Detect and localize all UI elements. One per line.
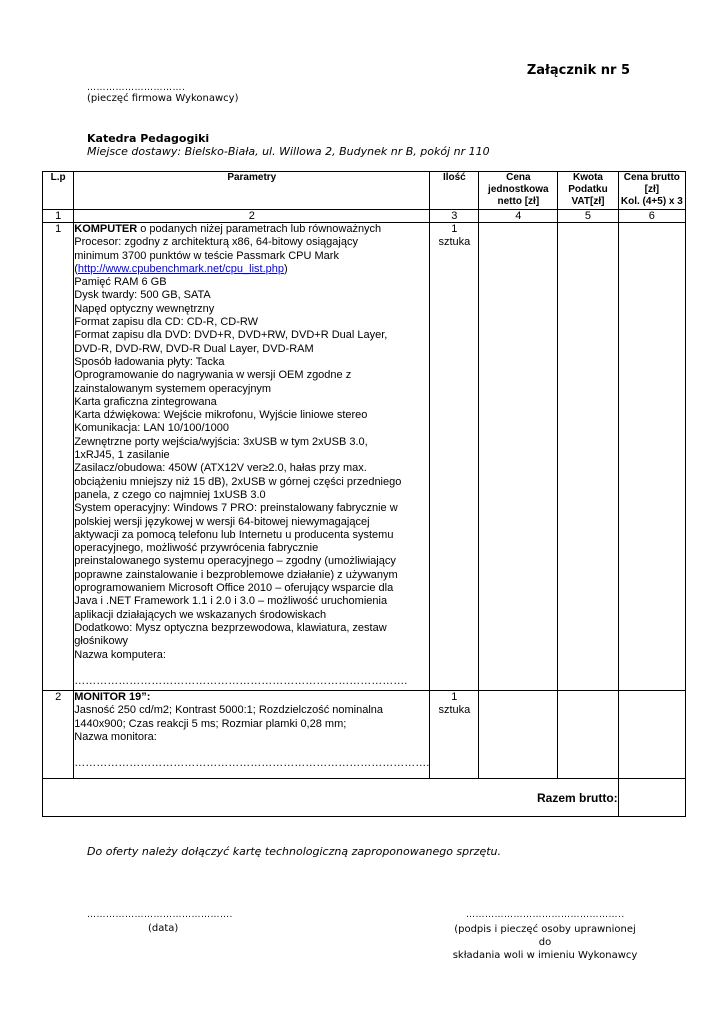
computer-parameters bbox=[74, 223, 430, 691]
header-unit-price bbox=[479, 172, 558, 210]
delivery-place: Miejsce dostawy: Bielsko-Biała, ul. Willowa 2, Budynek nr B, pokój nr 110 bbox=[87, 145, 490, 158]
spec-line: Napęd optyczny wewnętrzny bbox=[74, 302, 215, 315]
product-title-line bbox=[74, 691, 429, 704]
spec-line bbox=[74, 744, 429, 757]
spec-line: operacyjnego, możliwość przywrócenia fabrycznie bbox=[74, 542, 319, 555]
gross-price-cell[interactable] bbox=[618, 691, 685, 779]
row-quantity bbox=[430, 691, 479, 779]
total-row bbox=[43, 779, 686, 817]
offer-table bbox=[42, 171, 686, 817]
spec-line: oprogramowaniem Microsoft Office 2010 – oferujący wsparcie dla bbox=[74, 582, 394, 595]
stamp-placeholder: …………………………. bbox=[87, 83, 186, 93]
annex-title: Załącznik nr 5 bbox=[526, 63, 630, 78]
spec-line: głośnikowy bbox=[74, 635, 129, 648]
spec-line: Karta dźwiękowa: Wejście mikrofonu, Wyjście liniowe stereo bbox=[74, 409, 368, 422]
column-number-row bbox=[43, 210, 686, 223]
spec-line: Dysk twardy: 500 GB, SATA bbox=[74, 289, 211, 302]
table-row-monitor bbox=[43, 691, 686, 779]
row-lp: 2 bbox=[43, 691, 74, 779]
spec-line: polskiej wersji językowej w wersji 64-bitowej niewymagającej bbox=[74, 515, 370, 528]
column-number: 3 bbox=[430, 210, 479, 223]
header-quantity: Ilość bbox=[430, 172, 479, 210]
spec-line: poprawne zainstalowanie i bezproblemowe działanie) z używanym bbox=[74, 568, 398, 581]
product-name-suffix: o podanych niżej parametrach lub równoważnych bbox=[137, 223, 382, 235]
product-name: MONITOR 19”: bbox=[74, 691, 151, 703]
header-unit-price-line: Cena bbox=[506, 172, 531, 183]
computer-specs-after-link bbox=[74, 276, 429, 688]
column-number: 4 bbox=[479, 210, 558, 223]
column-number: 5 bbox=[558, 210, 618, 223]
spec-line: 1440x900; Czas reakcji 5 ms; Rozmiar plamki 0,28 mm; bbox=[74, 717, 347, 730]
spec-line: Format zapisu dla DVD: DVD+R, DVD+RW, DVD+R Dual Layer, bbox=[74, 329, 388, 342]
spec-line: Karta graficzna zintegrowana bbox=[74, 395, 217, 408]
product-title-line bbox=[74, 223, 429, 236]
date-label: (data) bbox=[148, 923, 179, 934]
table-row-computer bbox=[43, 223, 686, 691]
signature-label-line: składania woli w imieniu Wykonawcy bbox=[452, 950, 638, 961]
spec-line: zainstalowanym systemem operacyjnym bbox=[74, 382, 272, 395]
product-name: KOMPUTER bbox=[74, 223, 138, 235]
spec-line: ………………………………………………………………………………. bbox=[74, 674, 408, 687]
header-gross-price bbox=[618, 172, 685, 210]
header-parameters: Parametry bbox=[74, 172, 430, 210]
department-name: Katedra Pedagogiki bbox=[87, 132, 210, 145]
quantity-value: 1 bbox=[451, 691, 458, 703]
spec-line: aplikacji działających we wskazanych środowiskach bbox=[74, 608, 327, 621]
benchmark-link-line bbox=[74, 263, 429, 276]
spec-line: preinstalowanego systemu operacyjnego – zgodny (umożliwiający bbox=[74, 555, 396, 568]
spec-line: minimum 3700 punktów w teście Passmark CPU Mark bbox=[74, 249, 339, 262]
header-unit-price-line: jednostkowa bbox=[488, 184, 549, 195]
header-vat bbox=[558, 172, 618, 210]
vat-cell[interactable] bbox=[558, 223, 618, 691]
header-gross-line: Kol. (4+5) x 3 bbox=[620, 196, 683, 207]
table-header-row bbox=[43, 172, 686, 210]
column-number: 2 bbox=[74, 210, 430, 223]
monitor-specs bbox=[74, 704, 429, 770]
spec-line: obciążeniu mniejszy niż 15 dB), 2xUSB w górnej części przedniego bbox=[74, 475, 402, 488]
unit-price-cell[interactable] bbox=[479, 223, 558, 691]
attachment-note: Do oferty należy dołączyć kartę technologiczną zaproponowanego sprzętu. bbox=[87, 845, 501, 858]
date-placeholder: ………………………………………. bbox=[87, 910, 233, 920]
spec-line: Format zapisu dla CD: CD-R, CD-RW bbox=[74, 316, 259, 329]
spec-line: Dodatkowo: Mysz optyczna bezprzewodowa, klawiatura, zestaw bbox=[74, 621, 387, 634]
spec-line: Oprogramowanie do nagrywania w wersji OEM zgodne z bbox=[74, 369, 352, 382]
signature-label bbox=[450, 923, 640, 962]
spec-line: DVD-R, DVD-RW, DVD-R Dual Layer, DVD-RAM bbox=[74, 342, 314, 355]
total-label: Razem brutto: bbox=[43, 779, 619, 817]
spec-line: Komunikacja: LAN 10/100/1000 bbox=[74, 422, 229, 435]
vat-cell[interactable] bbox=[558, 691, 618, 779]
spec-line: ……………………………………………………………………………………. bbox=[74, 757, 430, 770]
column-number: 6 bbox=[618, 210, 685, 223]
header-lp: L.p bbox=[43, 172, 74, 210]
total-gross-cell[interactable] bbox=[618, 779, 685, 817]
spec-line: Procesor: zgodny z architekturą x86, 64-bitowy osiągający bbox=[74, 236, 358, 249]
spec-line: aktywacji za pomocą telefonu lub Internetu u producenta systemu bbox=[74, 528, 394, 541]
monitor-parameters bbox=[74, 691, 430, 779]
link-paren-close: ) bbox=[283, 262, 288, 275]
computer-specs-before-link bbox=[74, 236, 429, 263]
quantity-value: 1 bbox=[451, 223, 458, 235]
gross-price-cell[interactable] bbox=[618, 223, 685, 691]
spec-line: Sposób ładowania płyty: Tacka bbox=[74, 355, 225, 368]
spec-line: Nazwa monitora: bbox=[74, 730, 157, 743]
row-lp: 1 bbox=[43, 223, 74, 691]
signature-label-line: (podpis i pieczęć osoby uprawnionej do bbox=[454, 924, 636, 948]
header-vat-line: VAT[zł] bbox=[571, 196, 605, 207]
spec-line: 1xRJ45, 1 zasilanie bbox=[74, 449, 170, 462]
quantity-unit: sztuka bbox=[438, 236, 471, 248]
link-paren-open: ( bbox=[74, 262, 78, 275]
spec-line bbox=[74, 662, 429, 675]
row-quantity bbox=[430, 223, 479, 691]
spec-line: System operacyjny: Windows 7 PRO: preinstalowany fabrycznie w bbox=[74, 502, 398, 515]
benchmark-link[interactable]: http://www.cpubenchmark.net/cpu_list.php bbox=[77, 262, 284, 275]
quantity-unit: sztuka bbox=[438, 704, 471, 716]
header-unit-price-line: netto [zł] bbox=[497, 196, 540, 207]
column-number: 1 bbox=[43, 210, 74, 223]
spec-line: Pamięć RAM 6 GB bbox=[74, 276, 167, 289]
signature-placeholder: ………………………………………….. bbox=[466, 910, 625, 920]
spec-line: Zasilacz/obudowa: 450W (ATX12V ver≥2.0, hałas przy max. bbox=[74, 462, 367, 475]
stamp-label: (pieczęć firmowa Wykonawcy) bbox=[87, 93, 239, 104]
spec-line: Java i .NET Framework 1.1 i 2.0 i 3.0 – możliwość uruchomienia bbox=[74, 595, 388, 608]
unit-price-cell[interactable] bbox=[479, 691, 558, 779]
spec-line: panela, z czego co najmniej 1xUSB 3.0 bbox=[74, 488, 266, 501]
spec-line: Nazwa komputera: bbox=[74, 648, 166, 661]
header-vat-line: Podatku bbox=[568, 184, 608, 195]
header-vat-line: Kwota bbox=[572, 172, 603, 183]
header-gross-line: Cena brutto [zł] bbox=[623, 172, 680, 195]
spec-line: Jasność 250 cd/m2; Kontrast 5000:1; Rozdzielczość nominalna bbox=[74, 704, 384, 717]
spec-line: Zewnętrzne porty wejścia/wyjścia: 3xUSB w tym 2xUSB 3.0, bbox=[74, 435, 368, 448]
